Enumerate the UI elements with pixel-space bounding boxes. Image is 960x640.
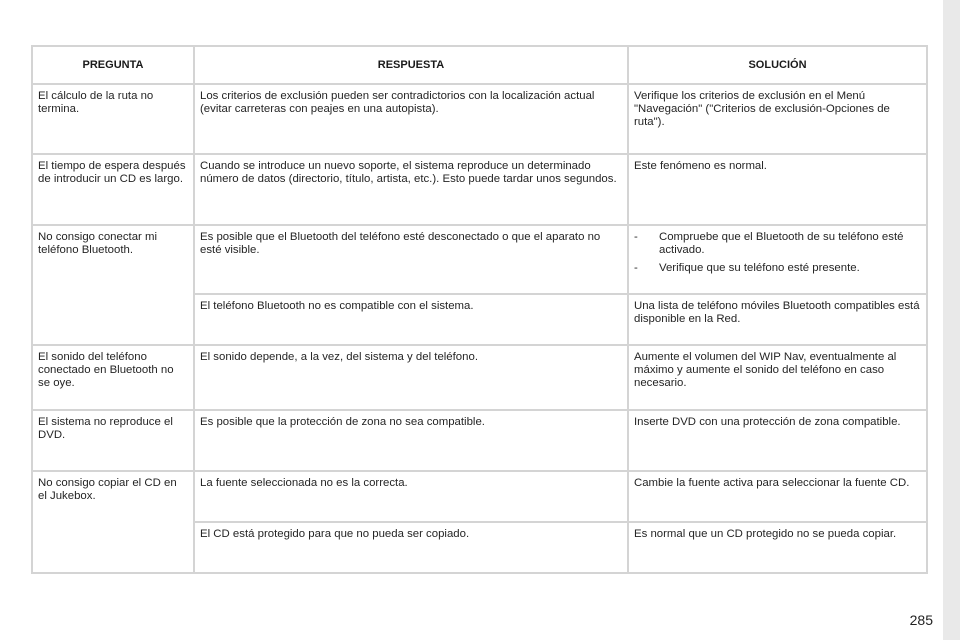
- question-cell: No consigo copiar el CD en el Jukebox.: [32, 471, 194, 573]
- solution-cell: Este fenómeno es normal.: [628, 154, 927, 225]
- solution-list-text: Verifique que su teléfono esté presente.: [659, 262, 860, 274]
- answer-cell: Cuando se introduce un nuevo soporte, el sistema reproduce un determinado número de datos (directorio, título, artista, etc.). Esto puede tardar unos segundos.: [194, 154, 628, 225]
- table-row: [32, 471, 927, 522]
- solution-cell: Una lista de teléfono móviles Bluetooth compatibles está disponible en la Red.: [628, 294, 927, 345]
- table-row: [32, 84, 927, 154]
- solution-cell: [628, 225, 927, 294]
- dash-bullet: -: [634, 231, 638, 243]
- table-row: [32, 345, 927, 410]
- table-row: [32, 225, 927, 294]
- header-pregunta: PREGUNTA: [32, 46, 194, 84]
- solution-cell: Cambie la fuente activa para seleccionar la fuente CD.: [628, 471, 927, 522]
- answer-cell: La fuente seleccionada no es la correcta.: [194, 471, 628, 522]
- question-cell: El sistema no reproduce el DVD.: [32, 410, 194, 471]
- answer-cell: El sonido depende, a la vez, del sistema y del teléfono.: [194, 345, 628, 410]
- table-row: [32, 410, 927, 471]
- answer-cell: El teléfono Bluetooth no es compatible con el sistema.: [194, 294, 628, 345]
- solution-list-item: [634, 231, 921, 257]
- header-respuesta: RESPUESTA: [194, 46, 628, 84]
- table-row: [32, 154, 927, 225]
- solution-list-item: [634, 262, 921, 275]
- answer-cell: Es posible que la protección de zona no sea compatible.: [194, 410, 628, 471]
- header-row: [32, 46, 927, 84]
- question-cell: El cálculo de la ruta no termina.: [32, 84, 194, 154]
- answer-cell: Los criterios de exclusión pueden ser contradictorios con la localización actual (evitar carreteras con peajes en una autopista).: [194, 84, 628, 154]
- solution-cell: Es normal que un CD protegido no se pueda copiar.: [628, 522, 927, 573]
- header-solucion: SOLUCIÓN: [628, 46, 927, 84]
- page-edge-bar: [943, 0, 960, 640]
- solution-cell: Verifique los criterios de exclusión en el Menú "Navegación" ("Criterios de exclusión-Opciones de ruta").: [628, 84, 927, 154]
- page-number: 285: [909, 612, 933, 628]
- solution-list-text: Compruebe que el Bluetooth de su teléfono esté activado.: [659, 231, 904, 256]
- solution-list: [634, 231, 921, 275]
- dash-bullet: -: [634, 262, 638, 274]
- solution-cell: Inserte DVD con una protección de zona compatible.: [628, 410, 927, 471]
- question-cell: No consigo conectar mi teléfono Bluetooth.: [32, 225, 194, 345]
- answer-cell: Es posible que el Bluetooth del teléfono esté desconectado o que el aparato no esté visible.: [194, 225, 628, 294]
- faq-table: [31, 45, 928, 574]
- answer-cell: El CD está protegido para que no pueda ser copiado.: [194, 522, 628, 573]
- solution-cell: Aumente el volumen del WIP Nav, eventualmente al máximo y aumente el sonido del teléfono en caso necesario.: [628, 345, 927, 410]
- question-cell: El tiempo de espera después de introducir un CD es largo.: [32, 154, 194, 225]
- question-cell: El sonido del teléfono conectado en Bluetooth no se oye.: [32, 345, 194, 410]
